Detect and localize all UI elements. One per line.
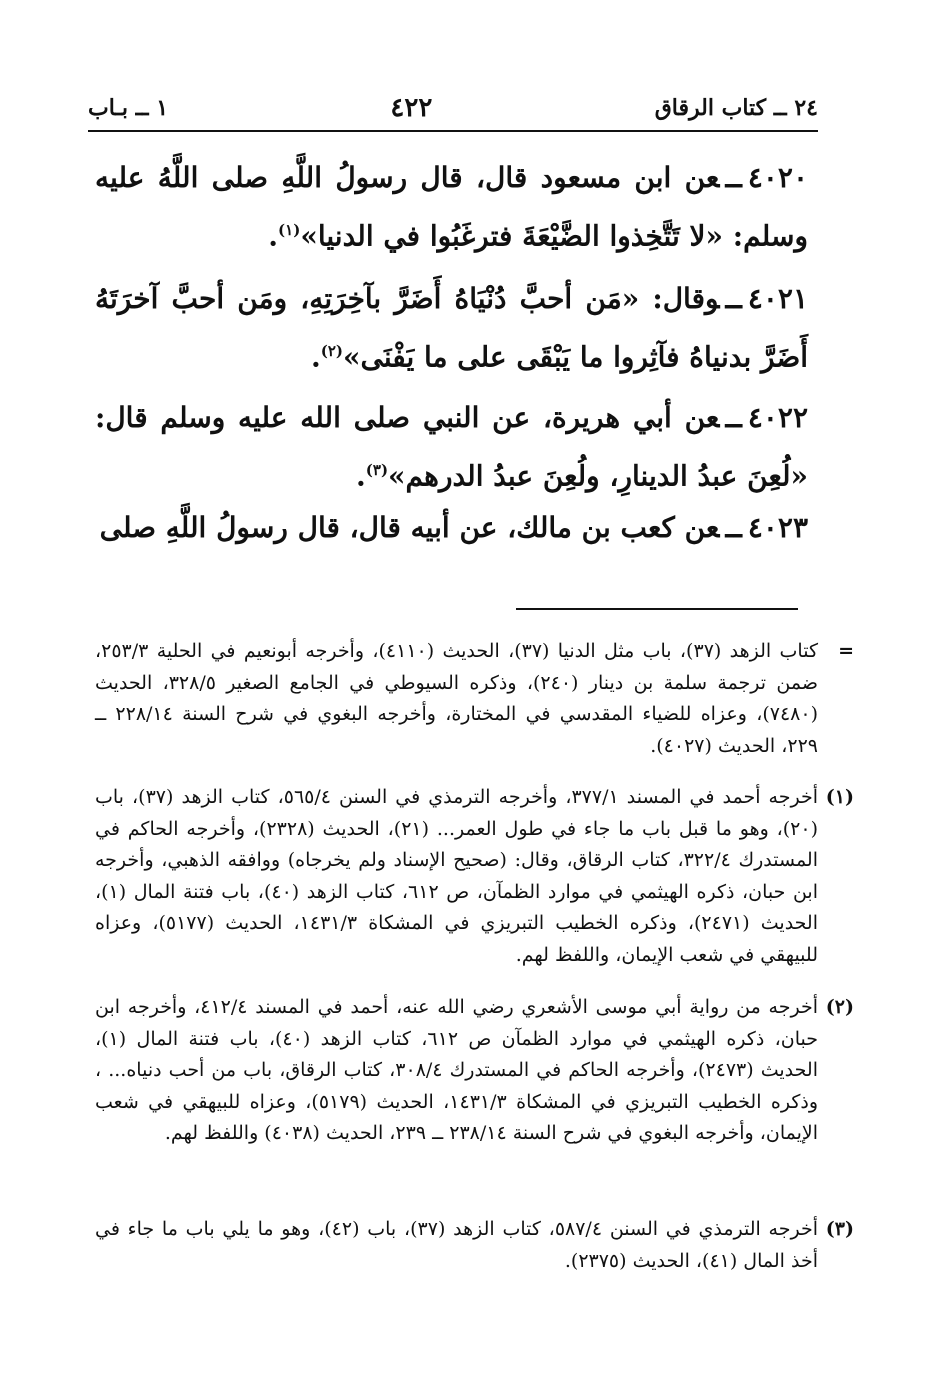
footnote-mark: (١) [825,786,854,808]
chapter-title: ٢٤ ــ كتاب الرقاق [654,95,818,121]
hadith-number: ٤٠٢٢ [747,401,808,434]
running-header [88,88,818,128]
footnote-ref: (٣) [365,461,389,479]
footnote-text: أخرجه أحمد في المسند ٣٧٧/١، وأخرجه الترمذي في السنن ٥٦٥/٤، كتاب الزهد (٣٧)، باب (٢٠)، وهو ما قبل باب ما جاء في طول العمر... (٢١)، الحديث (٢٣٢٨)، وأخرجه الحاكم في المستدرك ٣٢٢/٤، كتاب الرقاق، وقال: (صحيح الإسناد ولم يخرجاه) ووافقه الذهبي، وأخرجه ابن حبان، ذكره الهيثمي في موارد الظمآن، ص ٦١٢، كتاب الزهد (٤٠)، باب فتنة المال (١)، الحديث (٢٤٧١)، وذكره الخطيب التبريزي في المشكاة ١٤٣١/٣، الحديث (٥١٧٧)، وعزاه للبيهقي في شعب الإيمان، واللفظ لهم. [95,786,818,966]
hadith-paragraph: ٤٠٢٠ــعن ابن مسعود قال، قال رسولُ اللَّهِ صلى اللَّهُ عليه وسلم: «لا تَتَّخِذوا الضَّيْعَةَ فترغَبُوا في الدنيا»$^{(١)}$. [95,161,808,253]
footnote-item [95,782,854,971]
footnote-ref: (١) [278,221,301,239]
hadith-text: وقال: «مَن أحبَّ دُنْيَاهُ أَضَرَّ بآخِرَتِهِ، ومَن أحبَّ آخرَتَهُ أَضَرَّ بدنياهُ فآثِروا ما يَبْقَى على ما يَفْنَى» [95,282,808,374]
hadith-text: عن ابن مسعود قال، قال رسولُ اللَّهِ صلى اللَّهُ عليه وسلم: «لا تَتَّخِذوا الضَّيْعَةَ فترغَبُوا في الدنيا» [95,161,808,253]
dash-separator: ــ [725,282,742,315]
dash-separator: ــ [725,511,742,544]
footnote-mark: = [838,640,854,662]
dash-separator: ــ [725,161,742,194]
footnote-text: كتاب الزهد (٣٧)، باب مثل الدنيا (٣٧)، الحديث (٤١١٠)، وأخرجه أبونعيم في الحلية ٢٥٣/٣، ضمن ترجمة سلمة بن دينار (٢٤٠)، وذكره السيوطي في الجامع الصغير ٣٢٨/٥، الحديث (٧٤٨٠)، وعزاه للضياء المقدسي في المختارة، وأخرجه البغوي في شرح السنة ٢٢٨/١٤ ــ ٢٢٩، الحديث (٤٠٢٧). [95,640,818,757]
hadith-text: عن أبي هريرة، عن النبي صلى الله عليه وسلم قال: «لُعِنَ عبدُ الدينارِ، ولُعِنَ عبدُ الدرهم» [95,401,808,493]
hadith-paragraph [95,502,808,554]
dash-separator: ــ [725,401,742,434]
section-title: ١ ــ بـاب [88,95,169,121]
footnote-mark: (٢) [825,996,854,1018]
footnote-item [95,1214,854,1277]
footnote-text: أخرجه من رواية أبي موسى الأشعري رضي الله عنه، أحمد في المسند ٤١٢/٤، وأخرجه ابن حبان، ذكره الهيثمي في موارد الظمآن ص ٦١٢، كتاب الزهد (٤٠)، باب فتنة المال (١)، الحديث (٢٤٧٣)، وأخرجه الحاكم في المستدرك ٣٠٨/٤، كتاب الرقاق، باب من أحب دنياه... ، وذكره الخطيب التبريزي في المشكاة ١٤٣١/٣، الحديث (٥١٧٩)، وعزاه للبيهقي في شعب الإيمان، وأخرجه البغوي في شرح السنة ٢٣٨/١٤ ــ ٢٣٩، الحديث (٤٠٣٨) واللفظ لهم. [95,996,819,1144]
footnote-item [95,636,854,762]
hadith-number: ٤٠٢١ [747,282,808,315]
footnote-mark: (٣) [825,1218,854,1240]
footnote-divider [516,608,798,610]
hadith-text: عن كعب بن مالك، عن أبيه قال، قال رسولُ اللَّهِ صلى [99,511,720,544]
footnote-text: أخرجه الترمذي في السنن ٥٨٧/٤، كتاب الزهد (٣٧)، باب (٤٢)، وهو ما يلي باب ما جاء في أخذ المال (٤١)، الحديث (٢٣٧٥). [95,1218,818,1272]
hadith-paragraph: ٤٠٢٢ــعن أبي هريرة، عن النبي صلى الله عليه وسلم قال: «لُعِنَ عبدُ الدينارِ، ولُعِنَ عبدُ الدرهم»$^{(٣)}$. [95,401,808,493]
hadith-number: ٤٠٢٣ [747,511,808,544]
hadith-paragraph: ٤٠٢١ــوقال: «مَن أحبَّ دُنْيَاهُ أَضَرَّ بآخِرَتِهِ، ومَن أحبَّ آخرَتَهُ أَضَرَّ بدنياهُ فآثِروا ما يَبْقَى على ما يَفْنَى»$^{(٢)}$. [95,282,808,374]
hadith-number: ٤٠٢٠ [747,161,808,194]
footnote-item [95,992,854,1150]
header-divider [88,130,818,132]
footnote-ref: (٢) [320,342,343,360]
page-number: ٤٢٢ [390,93,433,123]
